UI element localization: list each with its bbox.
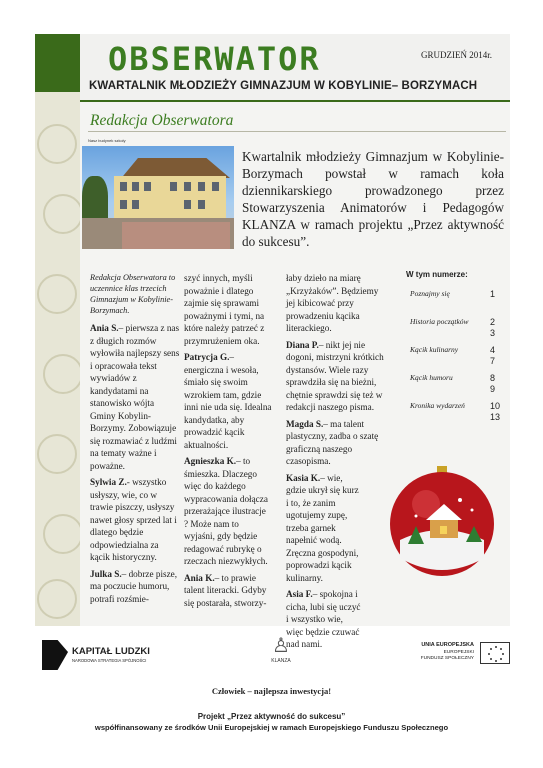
- eu-star: [495, 660, 497, 662]
- swirl-ornament: [37, 579, 77, 619]
- eu-star: [490, 648, 492, 650]
- bauble-snowflake: [458, 498, 462, 502]
- profile-text: – wie, gdzie ukrył się kurz i to, że zanim ugotujemy zupę, trzeba garnek napełnić wodą. Zręczna gospodyni, poprowadzi kącik kulinarny.: [286, 472, 359, 583]
- profile-name: Asia F.: [286, 589, 313, 599]
- photo-window: [198, 200, 205, 209]
- swirl-ornament: [37, 274, 77, 314]
- profile-paragraph: [286, 418, 386, 468]
- profile-paragraph: [286, 472, 362, 585]
- toc-item[interactable]: [406, 317, 506, 345]
- section-title: Redakcja Obserwatora: [90, 112, 234, 129]
- eu-logo-subtitle-line: FUNDUSZ SPOŁECZNY: [420, 656, 474, 661]
- photo-window: [212, 182, 219, 191]
- toc-item[interactable]: [406, 289, 506, 317]
- profile-name: Sylwia Z.: [90, 477, 127, 487]
- toc-item-pages: 4 7: [490, 345, 496, 366]
- photo-roof: [112, 158, 230, 178]
- photo-paving: [122, 222, 230, 249]
- masthead-subtitle: KWARTALNIK MŁODZIEŻY GIMNAZJUM W KOBYLINIE– BORZYMACH: [89, 80, 478, 92]
- toc-item[interactable]: [406, 401, 506, 429]
- eu-logo-subtitle-line: EUROPEJSKI: [443, 650, 474, 655]
- masthead-header: [80, 34, 510, 102]
- toc-item-pages: 8 9: [490, 373, 496, 394]
- article-column-3: [286, 272, 386, 655]
- profile-name: Magda S.: [286, 418, 324, 429]
- masthead-title: OBSERWATOR: [108, 40, 321, 78]
- school-building-photo: [82, 146, 234, 249]
- article-column-2: [184, 272, 272, 613]
- profile-paragraph: [90, 476, 180, 564]
- photo-window: [144, 182, 151, 191]
- swirl-ornament: [43, 514, 80, 554]
- article-column-1: [90, 272, 180, 609]
- bauble-snowflake: [415, 515, 418, 518]
- eu-star: [495, 646, 497, 648]
- profile-name: Kasia K.: [286, 472, 321, 483]
- profile-text: – dobrze pisze, ma poczucie humoru, potrafi rozśmie-: [90, 568, 178, 604]
- klanza-logo-text: KLANZA: [271, 658, 291, 664]
- profile-text: – ma talent plastyczny, zadba o szatę graficzną naszego czasopisma.: [286, 418, 379, 466]
- profile-name: Patrycja G.: [184, 352, 230, 362]
- footer-project-line: Projekt „Przez aktywność do sukcesu”: [197, 712, 346, 721]
- profile-name: Julka S.: [90, 568, 122, 579]
- footer-funding-line: współfinansowany ze środków Unii Europejskiej w ramach Europejskiego Funduszu Społecznego: [94, 723, 449, 732]
- swirl-ornament: [37, 124, 77, 164]
- toc-item-label: Kącik humoru: [410, 373, 453, 382]
- photo-wall: [114, 176, 226, 218]
- continued-paragraph: szyć innych, myśli poważnie i dlatego zajmie się sprawami poważnymi i tymi, na które należy patrzeć z przymrużeniem oka.: [184, 273, 265, 346]
- photo-window: [120, 200, 127, 209]
- eu-logo-title: UNIA EUROPEJSKA: [421, 642, 474, 648]
- profile-paragraph: [184, 455, 272, 568]
- footer: [0, 626, 543, 768]
- profile-text: – pierwsza z nas z długich rozmów wyłowiła najlepszy sens i opracowała tekst wywiadów z kandydatami na stanowisko wójta Gminy Kobylin-Borzymy. Zobowiązuje się rozmawiać z ludźmi na tematy ważne i poważne.: [90, 323, 180, 471]
- toc-item-label: Historia początków: [410, 317, 469, 326]
- toc-item[interactable]: [406, 345, 506, 373]
- lead-paragraph: Kwartalnik młodzieży Gimnazjum w Kobylinie-Borzymach powstał w ramach koła dziennikarskiego prowadzonego przez Stowarzyszenia Animatorów i Pedagogów KLANZA w ramach projektu „Przez aktywność do sukcesu”.: [242, 149, 504, 249]
- profile-text: – to prawie talent literacki. Gdyby się postarała, stworzy-: [184, 572, 267, 608]
- photo-window: [120, 182, 127, 191]
- profile-paragraph: [184, 572, 272, 610]
- klanza-figure-icon: ♙: [272, 635, 290, 657]
- band-green-stripe: [35, 34, 80, 92]
- profile-paragraph: [184, 351, 272, 451]
- continued-paragraph: łaby dzieło na miarę „Krzyżaków”. Będziemy jej kibicować przy prowadzeniu kącika literackiego.: [286, 273, 379, 333]
- kl-logo-subtitle: NARODOWA STRATEGIA SPÓJNOŚCI: [72, 658, 147, 663]
- eu-star: [488, 653, 490, 655]
- eu-star: [500, 658, 502, 660]
- profile-name: Ania S.: [90, 323, 119, 333]
- toc-item-label: Poznajmy się: [410, 289, 450, 298]
- bauble-cottage-window: [440, 526, 447, 534]
- swirl-ornament: [43, 354, 80, 394]
- toc-item-pages: 10 13: [490, 401, 501, 422]
- kl-logo-title: KAPITAŁ LUDZKI: [72, 646, 150, 657]
- profile-paragraph: [90, 568, 180, 606]
- bauble-cap: [437, 466, 447, 473]
- christmas-bauble-illustration: [386, 460, 498, 580]
- photo-window: [184, 182, 191, 191]
- photo-window: [198, 182, 205, 191]
- toc-item-pages: 2 3: [490, 317, 496, 338]
- swirl-ornament: [43, 194, 80, 234]
- profile-text: – spokojna i cicha, lubi się uczyć i wszystko wie, więc będzie czuwać nad nami.: [286, 589, 361, 649]
- profile-paragraph: [90, 322, 180, 472]
- photo-window: [170, 182, 177, 191]
- profile-paragraph: [286, 339, 386, 414]
- klanza-logo: [266, 634, 296, 664]
- toc-item-label: Kronika wydarzeń: [410, 401, 465, 410]
- issue-date: GRUDZIEŃ 2014r.: [421, 50, 492, 60]
- kapital-ludzki-mark-icon: [42, 640, 68, 670]
- profile-name: Diana P.: [286, 339, 319, 350]
- toc-item[interactable]: [406, 373, 506, 401]
- eu-logo-subtitle: [421, 650, 474, 662]
- profile-name: Agnieszka K.: [184, 456, 237, 466]
- eu-flag-icon: [480, 642, 510, 664]
- photo-window: [132, 200, 139, 209]
- table-of-contents: [406, 270, 506, 429]
- profile-text: - wszystko usłyszy, wie, co w trawie piszczy, usłyszy nawet głosy sprzed lat i dlatego będzie odpowiedzialna za kącik historyczny.: [90, 477, 177, 562]
- photo-window: [132, 182, 139, 191]
- profile-name: Ania K.: [184, 572, 215, 583]
- column-intro: Redakcja Obserwatora to uczennice klas trzecich Gimnazjum w Kobylinie-Borzymach.: [90, 273, 176, 315]
- toc-item-label: Kącik kulinarny: [410, 345, 459, 354]
- eu-star: [502, 653, 504, 655]
- footer-motto: Człowiek – najlepsza inwestycja!: [211, 686, 332, 696]
- decorative-side-band: [35, 34, 80, 626]
- photo-caption: Nasz budynek szkoły: [88, 138, 126, 143]
- swirl-ornament: [37, 434, 77, 474]
- toc-item-pages: 1: [490, 289, 496, 299]
- toc-title: W tym numerze:: [406, 270, 468, 279]
- photo-window: [184, 200, 191, 209]
- profile-text: – energiczna i wesoła, śmiało się swoim wzrokiem tam, gdzie inni nie uda się. Idealna kandydatka, aby prowadzić kącik aktualności.: [184, 352, 272, 450]
- section-divider: [88, 131, 506, 132]
- profile-text: – to śmieszka. Dlaczego więc do każdego wypracowania dołącza przerażające ilustracje ? Może nam to wyjaśni, gdy będzie redagować rubrykę o rzeczach niezwykłych.: [184, 456, 268, 566]
- bauble-snowflake: [471, 509, 474, 512]
- profile-text: – nikt jej nie dogoni, mistrzyni krótkich dystansów. Wiele razy sprawdziła się na bieżni, chętnie sprawdzi się też w redakcji naszego pisma.: [286, 339, 384, 412]
- eu-star: [490, 658, 492, 660]
- eu-star: [500, 648, 502, 650]
